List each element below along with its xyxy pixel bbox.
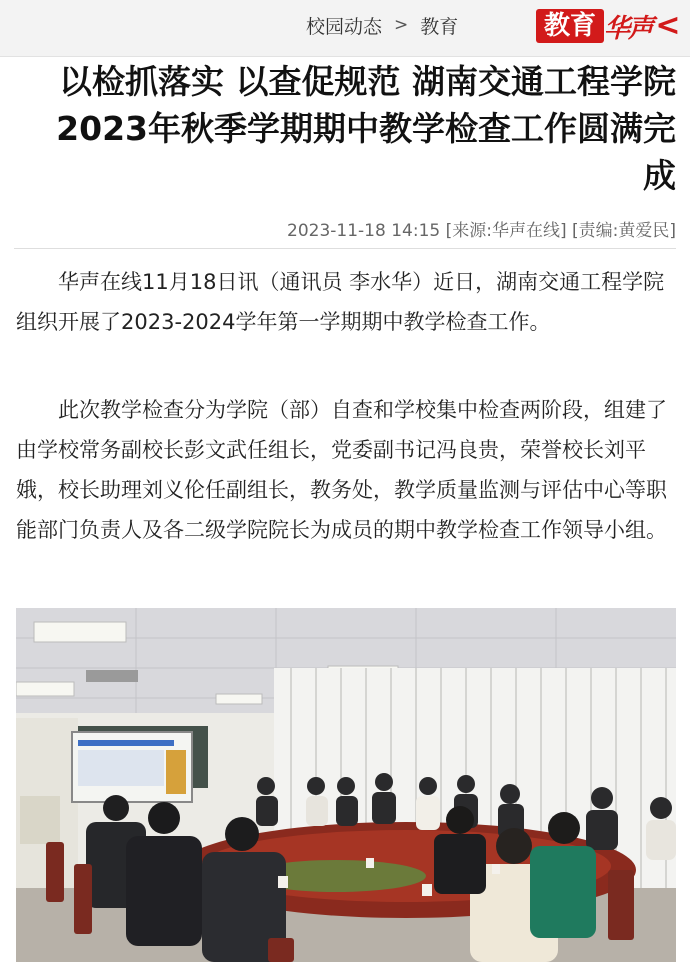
divider [14, 248, 676, 249]
breadcrumb-item-campus-news[interactable]: 校园动态 [306, 15, 383, 38]
article-photo [16, 608, 676, 962]
article-paragraph: 此次教学检查分为学院（部）自查和学校集中检查两阶段，组建了由学校常务副校长彭文武任组长，党委副书记冯良贵，荣誉校长刘平娥，校长助理刘义伦任副组长，教务处，教学质量监测与评估中心等职能部门负责人及各二级学院院长为成员的期中教学检查工作领导小组。 [16, 398, 667, 542]
top-nav-bar [0, 0, 690, 57]
breadcrumb-separator: > [394, 15, 409, 35]
article-title: 以检抓落实 以查促规范 湖南交通工程学院2023年秋季学期期中教学检查工作圆满完成 [56, 62, 676, 195]
article-meta: 2023-11-18 14:15 [来源:华声在线] [责编:黄爱民] [287, 221, 676, 241]
breadcrumb-item-education[interactable]: 教育 [420, 15, 459, 38]
article-paragraph: 华声在线11月18日讯（通讯员 李水华）近日，湖南交通工程学院组织开展了2023-2024学年第一学期期中教学检查工作。 [16, 270, 665, 334]
brand-logo-text: 华声 [603, 13, 652, 44]
chevron-left-icon[interactable]: < [655, 8, 681, 43]
brand-section-label: 教育 [536, 9, 604, 43]
site-brand[interactable] [536, 2, 682, 50]
meeting-photo-illustration [16, 608, 676, 962]
breadcrumb [306, 0, 458, 50]
